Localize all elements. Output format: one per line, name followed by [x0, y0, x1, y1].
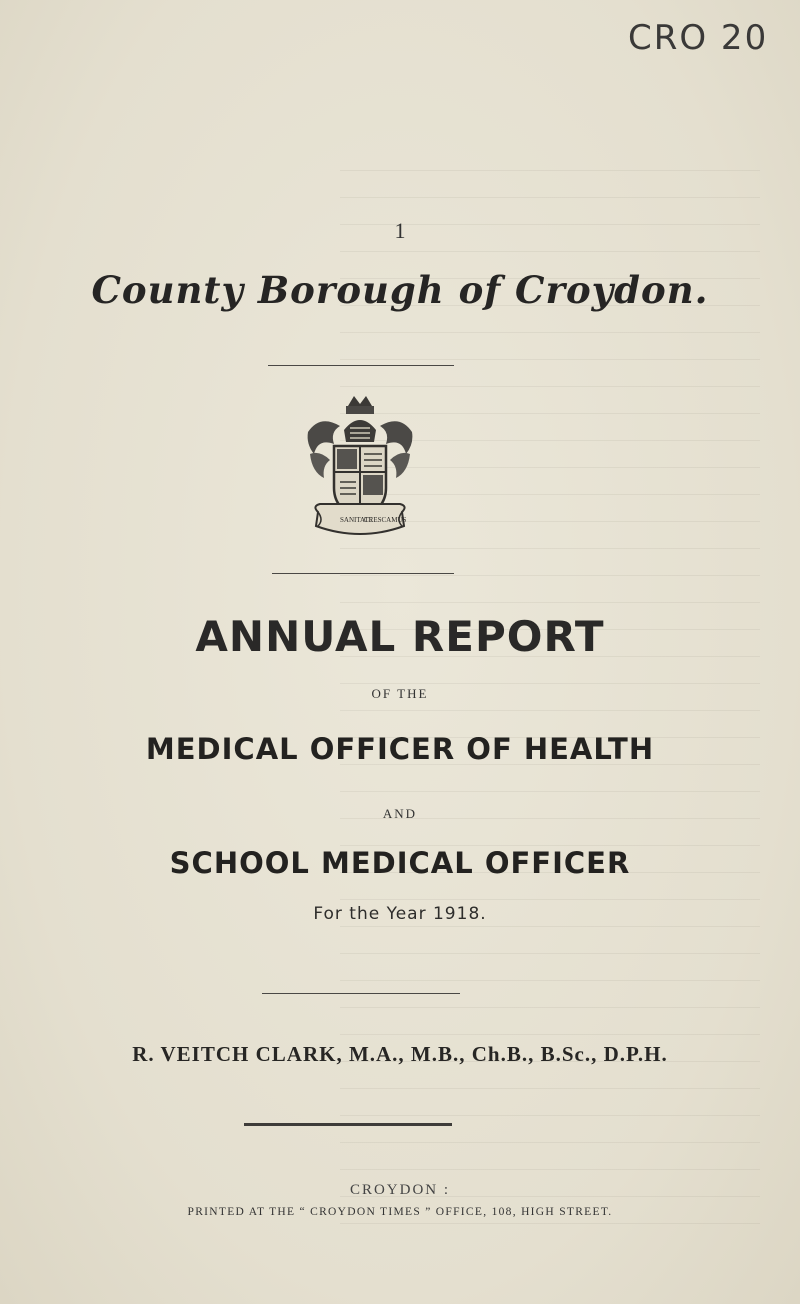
school-medical-officer-heading: SCHOOL MEDICAL OFFICER	[169, 846, 631, 880]
crest-motto-left: SANITATE	[340, 516, 373, 524]
page-number: 1	[394, 218, 406, 243]
imprint-place: CROYDON :	[349, 1182, 451, 1198]
divider-rule-1	[268, 365, 454, 366]
croydon-crest-icon	[300, 392, 420, 542]
divider-rule-4	[244, 1123, 452, 1126]
author-credentials: R. VEITCH CLARK, M.A., M.B., Ch.B., B.Sc., D.P.H.	[132, 1042, 668, 1066]
medical-officer-heading: MEDICAL OFFICER OF HEALTH	[145, 732, 655, 766]
divider-rule-3	[262, 993, 460, 994]
imprint-printer: PRINTED AT THE “ CROYDON TIMES ” OFFICE, 108, HIGH STREET.	[187, 1206, 613, 1218]
and-text: AND	[382, 806, 418, 821]
divider-rule-2	[272, 573, 454, 574]
crest-motto-right: CRESCAMUS	[364, 516, 407, 524]
report-title: ANNUAL REPORT	[195, 612, 605, 661]
report-year: For the Year 1918.	[313, 904, 487, 924]
of-the-text: OF THE	[371, 686, 429, 701]
borough-title: County Borough of Croydon.	[91, 268, 709, 312]
handwritten-reference: CRO 20	[628, 18, 769, 58]
